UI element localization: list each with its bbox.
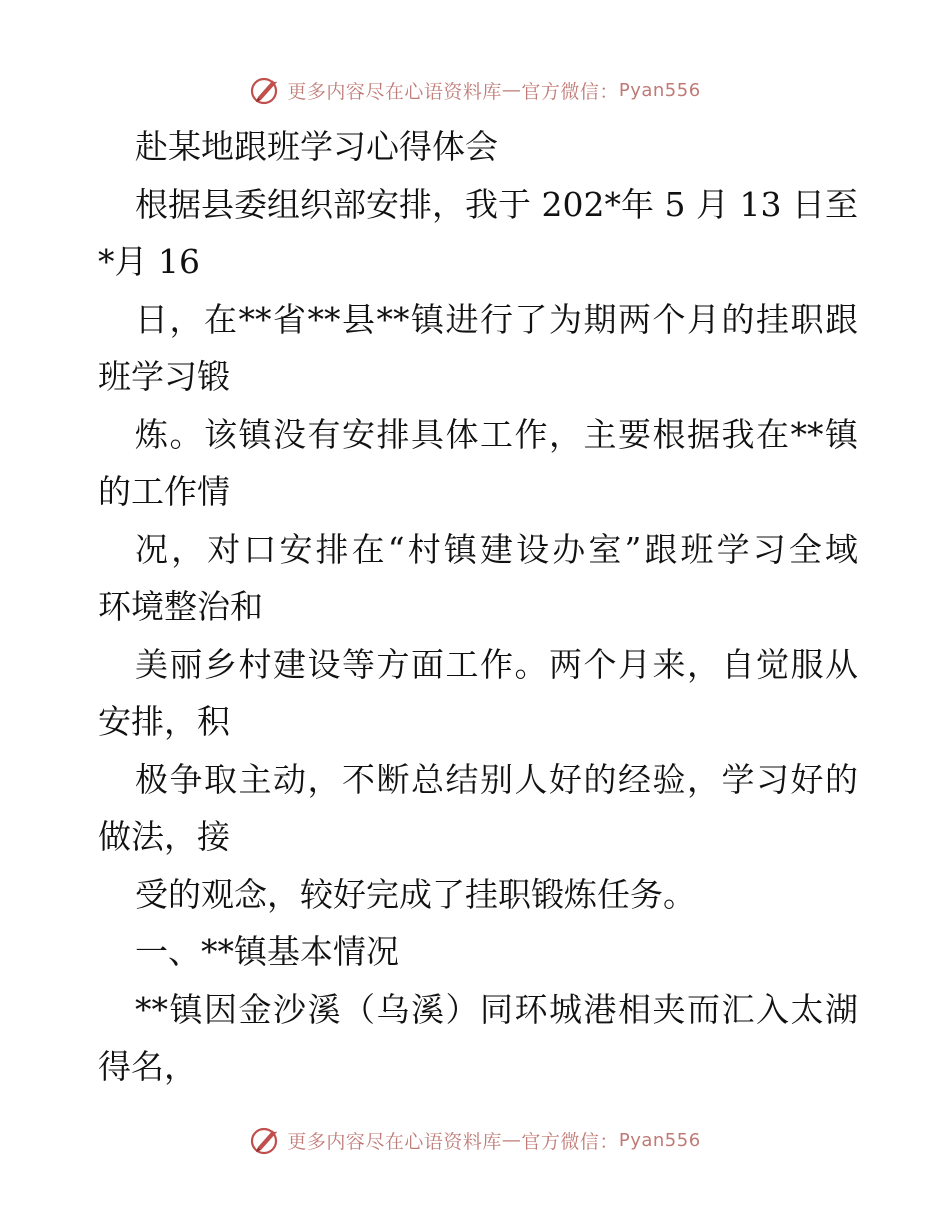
text-line: 美丽乡村建设等方面工作。两个月来，自觉服从 [135, 644, 858, 684]
watermark-dash: — [501, 79, 522, 101]
text-line: 班学习锻 [98, 357, 230, 396]
footer-watermark [0, 1120, 950, 1160]
text-line: 的工作情 [98, 472, 230, 511]
text-line: 极争取主动，不断总结别人好的经验，学习好的 [135, 759, 858, 799]
watermark-dash: — [501, 1129, 522, 1151]
watermark-contact-label: 官方微信： [521, 1130, 619, 1153]
text-line: 做法，接 [98, 817, 230, 856]
section-heading: 一、**镇基本情况 [135, 932, 399, 971]
text-line: 环境整治和 [98, 587, 263, 626]
pen-logo-icon [249, 1123, 283, 1157]
watermark-text: 更多内容尽在心语资料库 [287, 80, 502, 103]
text-line: 安排，积 [98, 702, 230, 741]
text-line: 况，对口安排在“村镇建设办室”跟班学习全域 [135, 529, 858, 569]
watermark-contact-id: Pyan556 [618, 1129, 701, 1151]
document-title: 赴某地跟班学习心得体会 [135, 127, 498, 166]
watermark-contact-id: Pyan556 [618, 79, 701, 101]
text-line: 日，在**省**县**镇进行了为期两个月的挂职跟 [135, 299, 858, 339]
text-line: *月 16 [98, 242, 200, 281]
text-line: 根据县委组织部安排，我于 202*年 5 月 13 日至 [135, 184, 858, 224]
watermark-text: 更多内容尽在心语资料库 [287, 1130, 502, 1153]
watermark-contact-label: 官方微信： [521, 80, 619, 103]
text-line: 受的观念，较好完成了挂职锻炼任务。 [135, 874, 696, 914]
text-line: 得名， [98, 1047, 197, 1086]
document-body [98, 118, 858, 1096]
pen-logo-icon [249, 73, 283, 107]
text-line: 炼。该镇没有安排具体工作，主要根据我在**镇 [135, 414, 858, 454]
header-watermark [0, 70, 950, 110]
text-line: **镇因金沙溪（乌溪）同环城港相夹而汇入太湖 [135, 989, 858, 1029]
